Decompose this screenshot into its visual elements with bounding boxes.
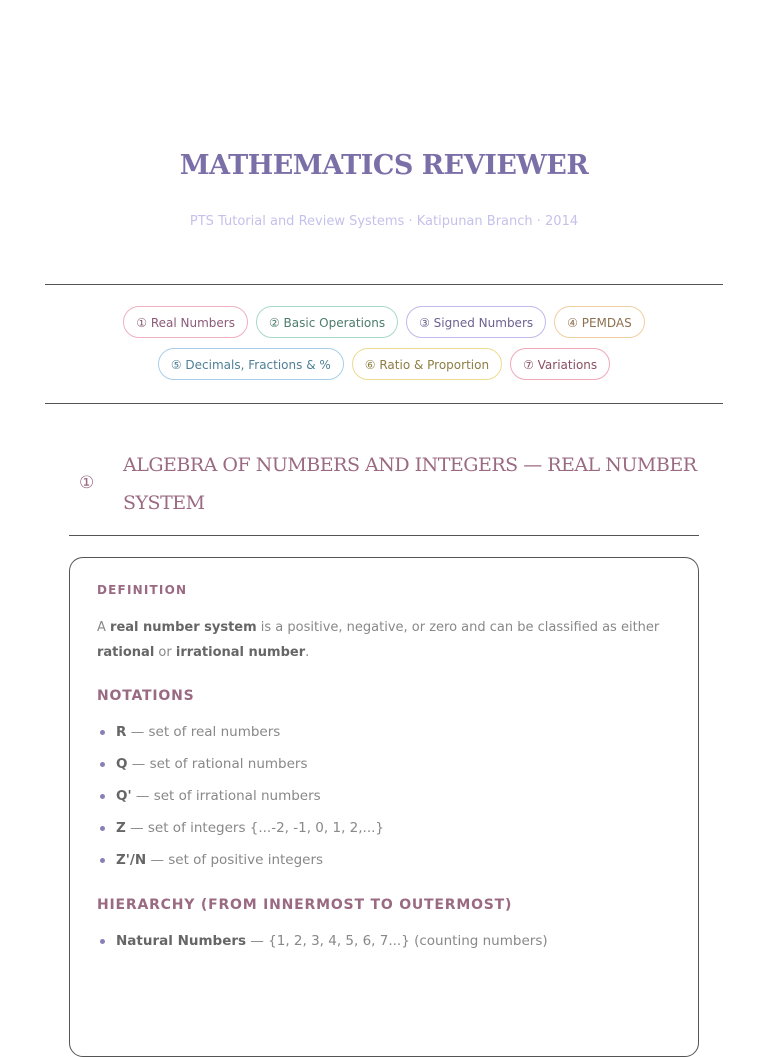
topic-nav-row-1 [0,306,768,338]
bullet-icon [100,858,105,863]
nav-pill-decimals-fractions[interactable]: ⑤ Decimals, Fractions & % [158,348,344,380]
bullet-icon [100,939,105,944]
list-item [97,784,384,816]
nav-pill-basic-operations[interactable]: ② Basic Operations [256,306,398,338]
notation-term: Z'/N [116,852,147,868]
bullet-icon [100,762,105,767]
notation-desc: — set of rational numbers [127,756,308,772]
bullet-icon [100,730,105,735]
section-number: ① [79,473,95,493]
nav-pill-variations[interactable]: ⑦ Variations [510,348,610,380]
hierarchy-heading: HIERARCHY (FROM INNERMOST TO OUTERMOST) [97,897,513,913]
nav-top-divider [45,284,723,285]
nav-pill-pemdas[interactable]: ④ PEMDAS [554,306,645,338]
notation-desc: — set of positive integers [146,852,324,868]
notation-term: Q' [116,788,132,804]
notation-desc: — set of integers {...-2, -1, 0, 1, 2,...} [125,820,384,836]
page-title: MATHEMATICS REVIEWER [179,150,589,181]
notations-heading: NOTATIONS [97,688,195,704]
notation-term: Q [116,756,128,772]
hierarchy-desc: — {1, 2, 3, 4, 5, 6, 7...} (counting numbers) [246,933,548,949]
topic-nav-row-2 [0,348,768,380]
nav-pill-signed-numbers[interactable]: ③ Signed Numbers [406,306,546,338]
bullet-icon [100,826,105,831]
definition-label: DEFINITION [97,583,188,597]
definition-text-part: . [305,645,310,660]
nav-pill-real-numbers[interactable]: ① Real Numbers [123,306,248,338]
section-divider [69,535,699,536]
notation-desc: — set of real numbers [126,724,281,740]
definition-text-part: is a positive, negative, or zero and can be classified as either [256,620,660,635]
definition-term-irrational: irrational number [175,645,306,660]
definition-text-part: A [97,620,111,635]
list-item [97,720,384,752]
hierarchy-term: Natural Numbers [116,933,247,949]
notation-desc: — set of irrational numbers [131,788,321,804]
definition-text [97,615,667,665]
hierarchy-list [97,929,548,961]
list-item [97,848,384,880]
notations-list [97,720,384,880]
list-item [97,929,548,961]
nav-pill-ratio-proportion[interactable]: ⑥ Ratio & Proportion [352,348,502,380]
notation-term: R [116,724,127,740]
bullet-icon [100,794,105,799]
definition-text-part: or [154,645,176,660]
section-title: ALGEBRA OF NUMBERS AND INTEGERS — REAL NUMBER SYSTEM [123,454,697,514]
notation-term: Z [116,820,126,836]
list-item [97,816,384,848]
list-item [97,752,384,784]
definition-term-rational: rational [97,645,155,660]
nav-bottom-divider [45,403,723,404]
page-subtitle: PTS Tutorial and Review Systems · Katipunan Branch · 2014 [189,214,579,229]
definition-term-real-number-system: real number system [110,620,257,635]
